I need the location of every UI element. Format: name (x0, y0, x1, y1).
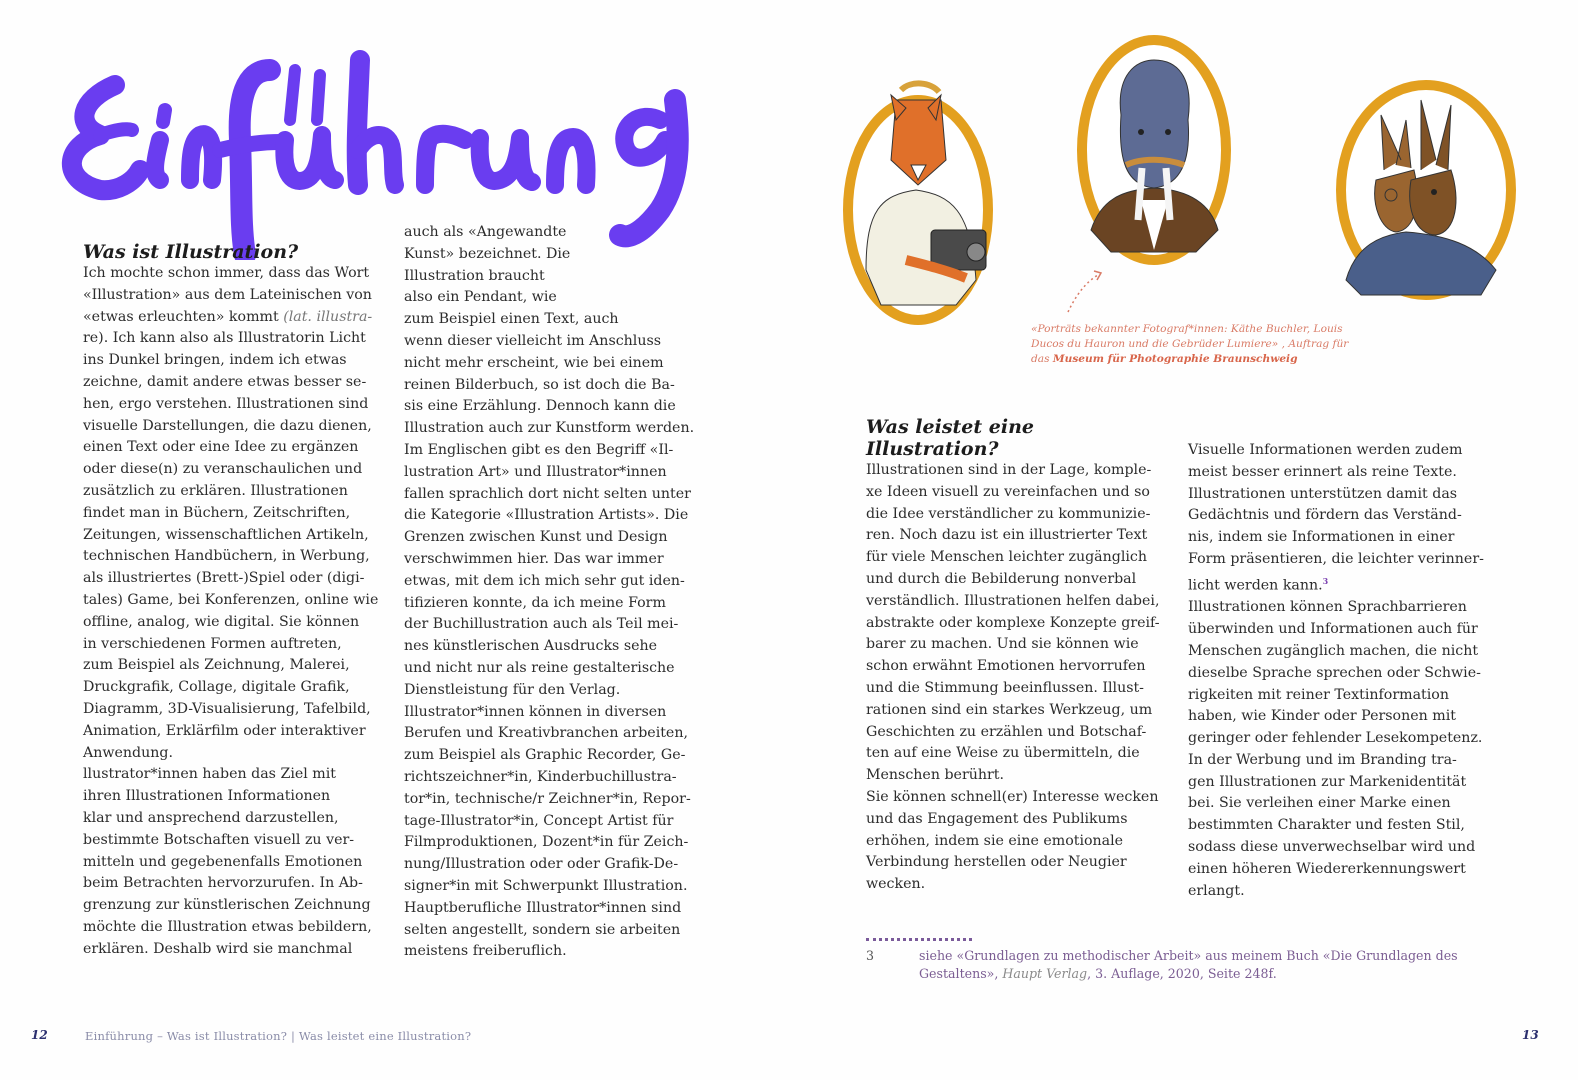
body-line: Kunst» bezeichnet. Die (404, 245, 571, 262)
body-line: llustrator*innen haben das Ziel mit (83, 766, 336, 783)
body-line: haben, wie Kinder oder Personen mit (1188, 708, 1456, 725)
body-line: und nicht nur als reine gestalterische (404, 659, 675, 676)
body-line: Illustrator*innen können in diversen (404, 703, 667, 720)
body-line: richtszeichner*in, Kinderbuchillustra- (404, 768, 677, 785)
body-line: In der Werbung und im Branding tra- (1188, 751, 1457, 768)
body-line: rationen sind ein starkes Werkzeug, um (866, 701, 1153, 718)
publisher: Haupt Verlag (1002, 966, 1088, 981)
column-1 (83, 241, 383, 961)
body-line: zeichne, damit andere etwas besser se- (83, 373, 367, 390)
body-line: und durch die Bebilderung nonverbal (866, 570, 1137, 587)
body-line: nicht mehr erscheint, wie bei einem (404, 354, 664, 371)
body-line: und das Engagement des Publikums (866, 810, 1128, 827)
body-line: einen höheren Wiedererkennungswert (1188, 860, 1466, 877)
body-line: die Idee verständlicher zu kommunizie- (866, 505, 1151, 522)
body-line: Visuelle Informationen werden zudem (1188, 442, 1463, 458)
body-line: bei. Sie verleihen einer Marke einen (1188, 795, 1451, 812)
fox-photographer-portrait (848, 83, 988, 320)
body-line: erklären. Deshalb wird sie manchmal (83, 940, 353, 957)
body-line: zusätzlich zu erklären. Illustrationen (83, 482, 348, 499)
body-line: re). Ich kann also als Illustratorin Licht (83, 330, 366, 347)
body-line: dieselbe Sprache sprechen oder Schwie- (1188, 664, 1481, 681)
body-line: beim Betrachten hervorzurufen. In Ab- (83, 875, 363, 892)
body-line: tifizieren konnte, da ich meine Form (404, 594, 666, 611)
body-line: ren. Noch dazu ist ein illustrierter Text (866, 527, 1148, 544)
body-line: in verschiedenen Formen auftreten, (83, 635, 342, 652)
body-line: schon erwähnt Emotionen hervorrufen (866, 658, 1146, 675)
body-line: signer*in mit Schwerpunkt Illustration. (404, 877, 688, 894)
body-line: ihren Illustrationen Informationen (83, 788, 331, 805)
body-line: Anwendung. (83, 744, 174, 761)
body-line: gen Illustrationen zur Markenidentität (1188, 773, 1467, 790)
body-line: Geschichten zu erzählen und Botschaf- (866, 723, 1147, 740)
body-line: sis eine Erzählung. Dennoch kann die (404, 398, 676, 415)
body-line: der Buchillustration auch als Teil mei- (404, 616, 679, 633)
body-line: meist besser erinnert als reine Texte. (1188, 463, 1457, 480)
body-line: ins Dunkel bringen, indem ich etwas (83, 352, 347, 369)
body-line: licht werden kann.$^3$ (1188, 575, 1329, 594)
body-line: selten angestellt, sondern sie arbeiten (404, 921, 681, 938)
body-line: wenn dieser vielleicht im Anschluss (404, 332, 662, 349)
body-line: auch als «Angewandte (404, 224, 567, 240)
footnote-text: siehe «Grundlagen zu methodischer Arbeit» aus meinem Buch «Die Grundlagen des Gestaltens», Haupt Verlag, 3. Auflage, 2020, Seite 248f. (919, 948, 1458, 981)
body-line: Diagramm, 3D-Visualisierung, Tafelbild, (83, 700, 371, 717)
body-line: etwas, mit dem ich mich sehr gut iden- (404, 572, 685, 589)
body-line: Berufen und Kreativbranchen arbeiten, (404, 725, 688, 742)
body-line: sodass diese unverwechselbar wird und (1188, 839, 1476, 856)
body-line: meistens freiberuflich. (404, 943, 567, 960)
body-line: Menschen zugänglich machen, die nicht (1188, 642, 1479, 659)
section-heading-was-leistet-eine-illustration: Was leistet eine Illustration? (866, 416, 1034, 460)
body-line: «Illustration» aus dem Lateinischen von (83, 286, 372, 303)
page-number-right: 13 (1522, 1028, 1539, 1042)
body-line: barer zu machen. Und sie können wie (866, 636, 1139, 653)
body-line: lustration Art» und Illustrator*innen (404, 463, 667, 480)
body-line: offline, analog, wie digital. Sie können (83, 613, 360, 630)
body-line: visuelle Darstellungen, die dazu dienen, (83, 417, 372, 434)
body-line: reinen Bilderbuch, so ist doch die Ba- (404, 376, 675, 393)
body-line: Illustrationen sind in der Lage, komple- (866, 462, 1152, 478)
body-line: rigkeiten mit reiner Textinformation (1188, 686, 1449, 703)
body-line: geringer oder fehlender Lesekompetenz. (1188, 730, 1483, 747)
body-line: Dienstleistung für den Verlag. (404, 681, 621, 698)
body-line: Illustrationen unterstützen damit das (1188, 485, 1458, 502)
body-line: Sie können schnell(er) Interesse wecken (866, 788, 1159, 805)
body-line: für viele Menschen leichter zugänglich (866, 549, 1148, 566)
body-line: nung/Illustration oder oder Grafik-De- (404, 856, 679, 873)
body-line: überwinden und Informationen auch für (1188, 621, 1478, 638)
body-line: Form präsentieren, die leichter verinner- (1188, 550, 1484, 567)
section-heading-was-ist-illustration: Was ist Illustration? (83, 241, 299, 263)
body-line: fallen sprachlich dort nicht selten unter (404, 485, 691, 502)
body-line: tage-Illustrator*in, Concept Artist für (404, 812, 674, 829)
body-line: «etwas erleuchten» kommt (lat. illustra- (83, 308, 373, 325)
body-line: zum Beispiel als Zeichnung, Malerei, (83, 657, 350, 674)
body-line: verständlich. Illustrationen helfen dabei, (866, 592, 1160, 609)
illustration-caption: «Porträts bekannter Fotograf*innen: Käthe Buchler, Louis Ducos du Hauron und die Gebrüder Lumiere» , Auftrag für das Museum für Photographie Braunschweig (1031, 323, 1349, 365)
body-line: Zeitungen, wissenschaftlichen Artikeln, (83, 526, 369, 543)
body-line: Hauptberufliche Illustrator*innen sind (404, 899, 682, 916)
page-number-left: 12 (31, 1028, 48, 1042)
portraits-illustration (836, 20, 1536, 350)
body-line: Illustration braucht (404, 267, 545, 284)
body-line: die Kategorie «Illustration Artists». Die (404, 507, 689, 524)
footnote-number: 3 (866, 948, 875, 963)
body-line: abstrakte oder komplexe Konzepte greif- (866, 614, 1160, 631)
body-line: Illustration auch zur Kunstform werden. (404, 420, 695, 437)
dotted-arrow (1068, 275, 1098, 312)
body-line: xe Ideen visuell zu vereinfachen und so (866, 483, 1150, 500)
body-line: ten auf eine Weise zu übermitteln, die (866, 745, 1140, 762)
latin-note: (lat. illustra- (283, 308, 373, 325)
body-line: erhöhen, indem sie eine emotionale (866, 832, 1124, 849)
body-line: erlangt. (1188, 882, 1245, 899)
body-line: bestimmten Charakter und festen Stil, (1188, 817, 1465, 834)
body-line: Druckgrafik, Collage, digitale Grafik, (83, 679, 350, 696)
walrus-gentleman-portrait (1082, 40, 1226, 260)
body-line: Filmproduktionen, Dozent*in für Zeich- (404, 834, 689, 851)
body-line: mitteln und gegebenenfalls Emotionen (83, 853, 363, 870)
body-line: Grenzen zwischen Kunst und Design (404, 529, 668, 546)
body-line: Im Englischen gibt es den Begriff «Il- (404, 441, 674, 458)
body-line: verschwimmen hier. Das war immer (404, 550, 664, 567)
body-line: Gedächtnis und fördern das Verständ- (1188, 507, 1462, 524)
body-line: als illustriertes (Brett-)Spiel oder (digi- (83, 570, 365, 587)
body-line: Animation, Erklärfilm oder interaktiver (83, 722, 366, 739)
body-line: oder diese(n) zu veranschaulichen und (83, 461, 363, 478)
body-line: möchte die Illustration etwas bebildern, (83, 918, 372, 935)
body-line: bestimmte Botschaften visuell zu ver- (83, 831, 355, 848)
body-line: wecken. (866, 876, 926, 893)
column-3 (866, 416, 1171, 896)
body-line: nes künstlerischen Ausdrucks sehe (404, 638, 658, 655)
body-line: nis, indem sie Informationen in einer (1188, 529, 1455, 546)
body-line: tor*in, technische/r Zeichner*in, Repor- (404, 790, 691, 807)
body-line: grenzung zur künstlerischen Zeichnung (83, 897, 371, 914)
body-line: und die Stimmung beeinflussen. Illust- (866, 679, 1144, 696)
body-line: Illustrationen können Sprachbarrieren (1188, 599, 1467, 616)
body-line: Ich mochte schon immer, dass das Wort (83, 265, 370, 281)
body-line: tales) Game, bei Konferenzen, online wie (83, 591, 379, 608)
body-line: klar und ansprechend darzustellen, (83, 809, 339, 826)
footnote-marker[interactable]: 3 (1322, 575, 1329, 586)
body-line: also ein Pendant, wie (404, 289, 557, 306)
body-line: Verbindung herstellen oder Neugier (866, 854, 1127, 871)
twin-hares-portrait (1341, 85, 1511, 295)
body-line: einen Text oder eine Idee zu ergänzen (83, 439, 359, 456)
body-line: technischen Handbüchern, in Werbung, (83, 548, 370, 565)
footnote-divider (866, 938, 972, 944)
body-line: findet man in Büchern, Zeitschriften, (83, 504, 351, 521)
museum-name: Museum für Photographie Braunschweig (1052, 353, 1298, 365)
column-2 (404, 222, 709, 963)
body-line: Menschen berührt. (866, 767, 1004, 784)
body-line: hen, ergo verstehen. Illustrationen sind (83, 395, 369, 412)
body-line: zum Beispiel als Graphic Recorder, Ge- (404, 747, 686, 764)
column-4 (1188, 440, 1493, 902)
running-head: Einführung – Was ist Illustration? | Was leistet eine Illustration? (85, 1029, 472, 1043)
body-line: zum Beispiel einen Text, auch (404, 311, 619, 328)
